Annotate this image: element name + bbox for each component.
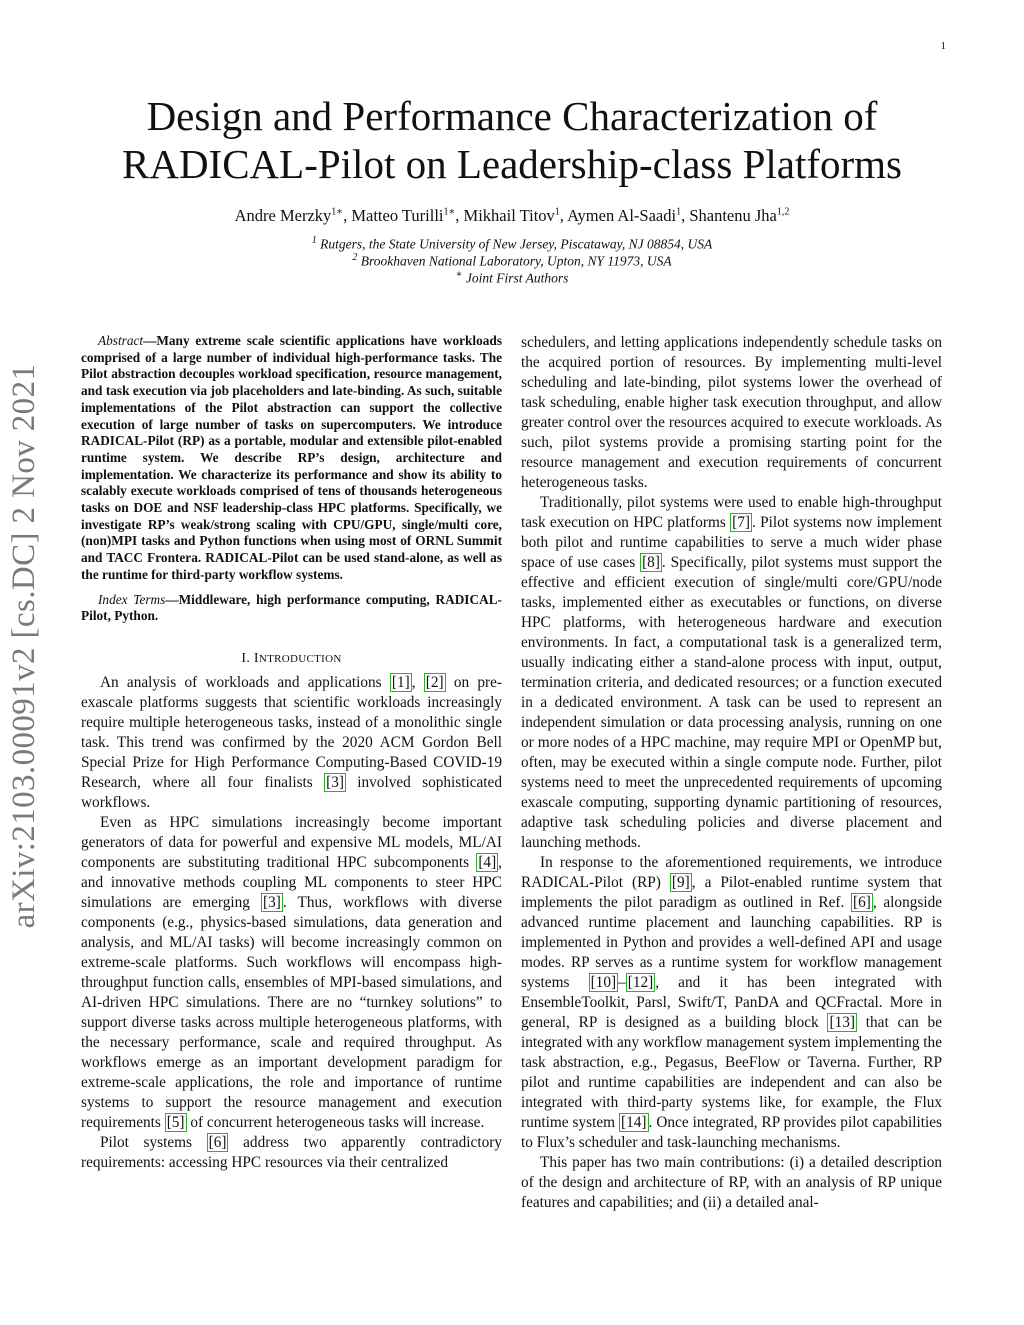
title-line-1: Design and Performance Characterization of [146, 93, 878, 139]
affiliation-mark: 2 [352, 252, 358, 263]
citation-link[interactable]: [9] [671, 874, 690, 891]
citation-link[interactable]: [7] [732, 514, 750, 531]
affiliation-mark: 1 [311, 235, 317, 246]
citation-link[interactable]: [3] [263, 893, 281, 911]
affiliation-text: Joint First Authors [465, 270, 569, 286]
citation-link[interactable]: [6] [853, 894, 871, 911]
intro-paragraph: An analysis of workloads and applications [1] , [2] on pre-exascale platforms suggests that scientific workloads increasingly require multiple heterogeneous tasks, instead of a monolithic single task. This trend was confirmed by the 2020 ACM Gordon Bell Special Prize for High Performance Computing-Based COVID-19 Research, where all four finalists [3] involved sophisticated workflows. [81, 673, 502, 811]
index-terms-text: —Middleware, high performance computing, RADICAL-Pilot, Python. [81, 591, 502, 624]
author-mark: 1 [554, 206, 560, 218]
section-heading: I. INTRODUCTION [241, 650, 342, 666]
author-name: Andre Merzky [234, 206, 332, 225]
arxiv-stamp: arXiv:2103.00091v2 [cs.DC] 2 Nov 2021 [6, 363, 42, 929]
citation-link[interactable]: [10] [590, 974, 617, 991]
author-mark: 1∗ [331, 206, 344, 218]
intro-paragraph: Pilot systems [6] address two apparently contradictory requirements: accessing HPC resources via their centralized [81, 1133, 502, 1171]
citation-link[interactable]: [12] [627, 974, 654, 991]
index-terms [81, 592, 502, 625]
title-line-2: RADICAL-Pilot on Leadership-class Platforms [121, 141, 903, 187]
page-number: 1 [940, 40, 946, 52]
body-paragraph: schedulers, and letting applications independently schedule tasks on the acquired portion of resources. By implementing multi-level scheduling and late-binding, pilot systems lower the overhead of task scheduling, enable higher task execution throughput, and allow greater control over the resources acquired to execute workloads. As such, pilot systems provide a promising starting point for the resource management and execution requirements of concurrent heterogeneous tasks. [521, 334, 942, 491]
left-column [81, 333, 502, 1173]
author-name: Shantenu Jha [689, 206, 777, 225]
affiliation [60, 252, 964, 270]
citation-link[interactable]: [14] [621, 1114, 647, 1131]
citation-link[interactable]: [2] [425, 673, 444, 691]
abstract-text: —Many extreme scale scientific applications have workloads comprised of a large number of individual high-performance tasks. The Pilot abstraction decouples workload specification, resource management, and task execution via job placeholders and late-binding. As such, suitable implementations of the Pilot abstraction can support the collective execution of large number of tasks on supercomputers. We introduce RADICAL-Pilot (RP) as a portable, modular and extensible pilot-enabled runtime system. We describe RP’s design, architecture and implementation. We characterize its performance and show its ability to scalably execute workloads comprised of tens of thousands heterogeneous tasks on DOE and NSF leadership-class HPC platforms. Specifically, we investigate RP’s weak/strong scaling with CPU/GPU, single/multi core, (non)MPI tasks and Python functions when using most of ORNL Summit and TACC Frontera. RADICAL-Pilot can be used stand-alone, as well as the runtime for third-party workflow systems. [81, 333, 502, 582]
intro-paragraph: Even as HPC simulations increasingly become important generators of data for powerful and expensive ML models, ML/AI components are substituting traditional HPC subcomponents [4] , and innovative methods coupling ML components to steer HPC simulations are emerging [3] . Thus, workflows with diverse components (e.g., physics-based simulations, data generation and analysis, and ML/AI tasks) will become increasingly common on extreme-scale platforms. Such workflows will encompass high-throughput function calls, ensembles of MPI-based simulations, and AI-driven HPC simulations. There are no “turnkey solutions” to support diverse tasks across multiple heterogeneous platforms, with the necessary performance, scale and required throughput. As workflows emerge as an important development paradigm for extreme-scale applications, the role and importance of runtime systems to support the resource management and execution requirements [5] of concurrent heterogeneous tasks will increase. [81, 813, 502, 1131]
citation-link[interactable]: [1] [391, 673, 410, 691]
affiliation [60, 235, 964, 253]
paper-title [60, 92, 964, 188]
abstract [81, 333, 502, 584]
author-mark: 1∗ [443, 206, 456, 218]
citation-link[interactable]: [13] [829, 1014, 855, 1031]
affiliation-mark: ∗ [455, 269, 463, 280]
citation-link[interactable]: [4] [478, 853, 497, 871]
citation-link[interactable]: [3] [326, 773, 344, 791]
author-name: Aymen Al-Saadi [567, 206, 677, 225]
author-mark: 1,2 [776, 206, 790, 218]
body-paragraph: This paper has two main contributions: (i) a detailed description of the design and architecture of RP, with an analysis of RP unique features and capabilities; and (ii) a detailed anal- [521, 1154, 942, 1211]
author-name: Matteo Turilli [351, 206, 444, 225]
index-terms-label: Index Terms [98, 591, 166, 607]
abstract-label: Abstract [98, 333, 144, 348]
citation-link[interactable]: [8] [642, 554, 660, 571]
author-list: Andre Merzky$^{1∗}$, Matteo Turilli$^{1∗}$, Mikhail Titov$^1$, Aymen Al-Saadi$^1$, Shantenu Jha$^{1,2}$ [234, 206, 790, 225]
right-column [521, 333, 942, 1213]
affiliation [60, 269, 964, 287]
body-paragraph: In response to the aforementioned requirements, we introduce RADICAL-Pilot (RP) [9] , a Pilot-enabled runtime system that implements the pilot paradigm as outlined in Ref. [6] , alongside advanced runtime placement and launching capabilities. RP is implemented in Python and provides a well-defined API and usage modes. RP serves as a runtime system for workflow management systems [10] – [12] , and it has been integrated with EnsembleToolkit, Parsl, Swift/T, PanDA and QCFractal. More in general, RP is designed as a building block [13] that can be integrated with any workflow management system implementing the task abstraction, e.g., Pegasus, BeeFlow or Taverna. Further, RP pilot and runtime capabilities are independent and can also be integrated with third-party systems like, for example, the Flux runtime system [14] . Once integrated, RP provides pilot capabilities to Flux’s scheduler and task-launching mechanisms. [521, 854, 943, 1151]
affiliation-text: Rutgers, the State University of New Jersey, Piscataway, NJ 08854, USA [320, 236, 713, 252]
author-name: Mikhail Titov [463, 206, 555, 225]
citation-link[interactable]: [5] [166, 1113, 185, 1131]
author-mark: 1 [676, 206, 682, 218]
citation-link[interactable]: [6] [208, 1133, 227, 1151]
affiliation-text: Brookhaven National Laboratory, Upton, NY 11973, USA [360, 253, 672, 269]
body-paragraph: Traditionally, pilot systems were used to enable high-throughput task execution on HPC platforms [7] . Pilot systems now implement both pilot and runtime capabilities to serve a much wider phase space of use cases [8] . Specifically, pilot systems must support the effective and efficient execution of single/multi core/GPU/node tasks, implemented either as executables or functions, on diverse HPC platforms, with heterogeneous hardware and execution environments. In fact, a computational task is a generalized term, usually indicating either a stand-alone process with input, output, termination criteria, and dedicated resources; or a function executed in a dedicated environment. A task can be used to represent an independent simulation or data processing analysis, running on one or more nodes of a HPC machine, may require MPI or OpenMP but, often, may be executed within a single compute node. Further, pilot systems need to meet the unprecedented requirements of upcoming exascale computing, supporting dynamic partitioning of resources, adaptive task scheduling policies and diverse placement and launching methods. [521, 494, 943, 851]
